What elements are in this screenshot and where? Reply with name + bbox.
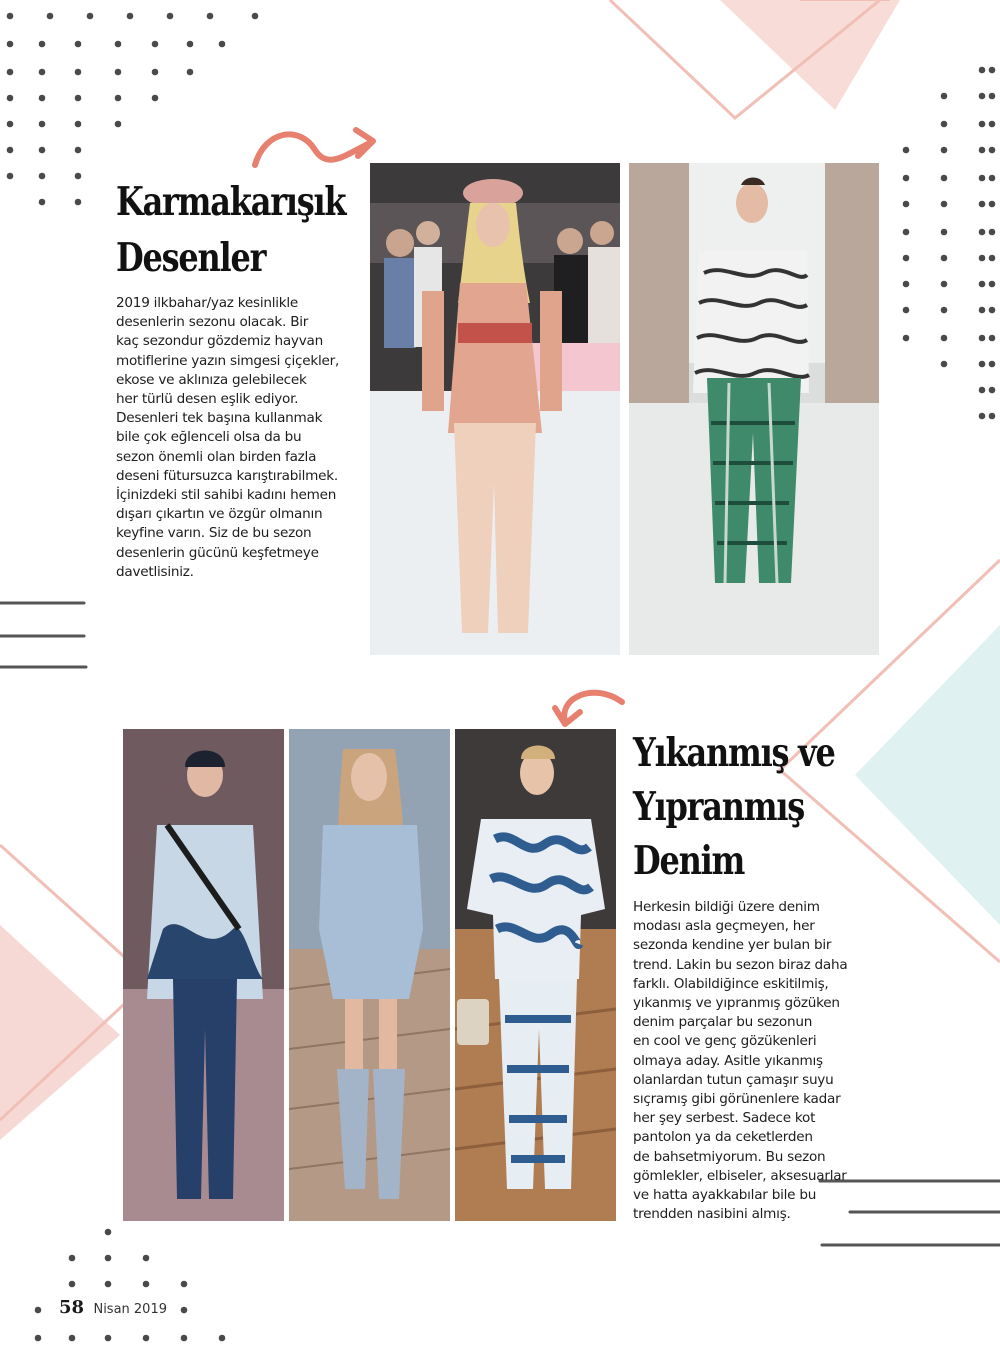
runway-photo-denim-1 (123, 729, 284, 1221)
body-line: desenlerin gücünü keşfetmeye (116, 544, 319, 561)
runway-photo-denim-2 (289, 729, 450, 1221)
body-line: davetlisiniz. (116, 563, 194, 580)
body-line: 2019 ilkbahar/yaz kesinlikle (116, 295, 299, 311)
runway-photo-patterned-2 (629, 163, 879, 655)
body-line: desenlerin sezonu olacak. Bir (116, 314, 309, 331)
section2-body (633, 898, 868, 1224)
body-line: ekose ve aklınıza gelebilecek (116, 371, 307, 388)
body-line: keyfine varın. Siz de bu sezon (116, 525, 312, 542)
body-line: de bahsetmiyorum. Bu sezon (633, 1148, 826, 1165)
body-line: İçinizdeki stil sahibi kadını hemen (116, 487, 337, 504)
body-line: sıçramış gibi görünenlere kadar (633, 1091, 841, 1108)
section1-title-line: Karmakarışık (116, 179, 346, 225)
page-number: 58 (59, 1297, 85, 1318)
body-line: en cool ve genç gözükenleri (633, 1033, 817, 1050)
body-line: pantolon ya da ceketlerden (633, 1129, 813, 1146)
body-line: yıkanmış ve yıpranmış gözüken (633, 995, 840, 1012)
body-line: her türlü desen eşlik ediyor. (116, 391, 299, 408)
body-line: sezonda kendine yer bulan bir (633, 937, 832, 954)
body-line: sezon önemli olan birden fazla (116, 448, 317, 465)
body-line: kaç sezondur gözdemiz hayvan (116, 333, 323, 350)
body-line: Herkesin bildiği üzere denim (633, 899, 820, 915)
section1-body (116, 294, 356, 582)
body-line: trendden nasibini almış. (633, 1206, 791, 1223)
section2-title-line: Yıpranmış (633, 784, 805, 830)
body-line: gömlekler, elbiseler, aksesuarlar (633, 1167, 847, 1184)
body-line: denim parçalar bu sezonun (633, 1014, 813, 1031)
section2-title-line: Denim (633, 838, 745, 884)
issue-date: Nisan 2019 (93, 1302, 167, 1317)
body-line: motiflerine yazın simgesi çiçekler, (116, 352, 340, 369)
body-line: her şey serbest. Sadece kot (633, 1110, 816, 1127)
body-line: deseni fütursuzca karıştırabilmek. (116, 467, 338, 484)
body-line: ve hatta ayakkabılar bile bu (633, 1187, 817, 1204)
body-line: Desenleri tek başına kullanmak (116, 410, 323, 427)
body-line: modası asla geçmeyen, her (633, 918, 815, 935)
body-line: olanlardan tutun çamaşır suyu (633, 1071, 834, 1088)
body-line: olmaya aday. Asitle yıkanmış (633, 1052, 823, 1069)
section2-title-line: Yıkanmış ve (633, 730, 835, 776)
section1-title (116, 174, 345, 286)
runway-photo-patterned-1 (370, 163, 620, 655)
body-line: farklı. Olabildiğince eskitilmiş, (633, 975, 829, 992)
section2-title (633, 726, 835, 888)
body-line: bile çok eğlenceli olsa da bu (116, 429, 302, 446)
section1-title-line: Desenler (116, 235, 266, 281)
runway-photo-denim-3 (455, 729, 616, 1221)
body-line: trend. Lakin bu sezon biraz daha (633, 956, 848, 973)
page-footer (59, 1297, 167, 1318)
body-line: dışarı çıkartın ve özgür olmanın (116, 506, 323, 523)
